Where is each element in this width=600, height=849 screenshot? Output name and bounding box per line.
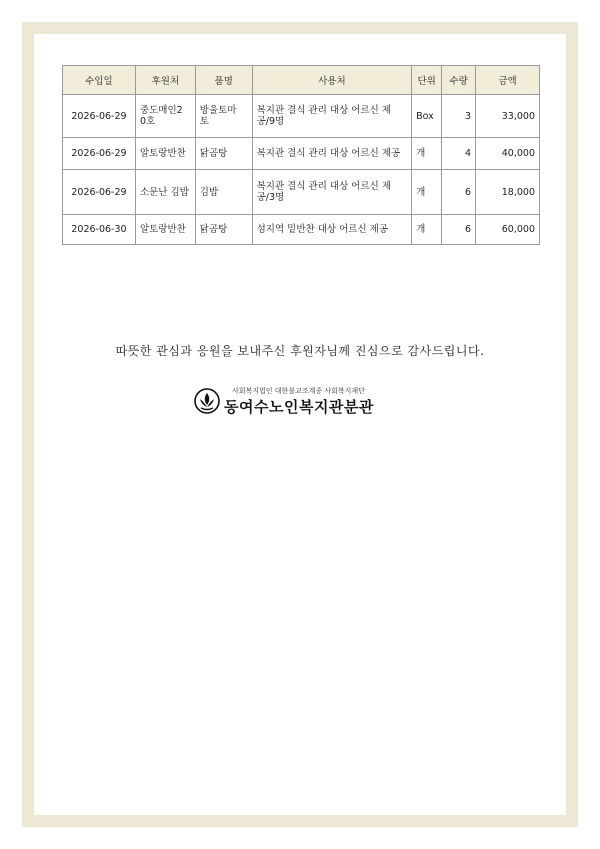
cell-donor: 알토랑반찬 <box>135 215 195 245</box>
cell-qty: 4 <box>442 138 476 170</box>
cell-donor: 소문난 김밥 <box>135 170 195 215</box>
cell-date: 2026-06-29 <box>63 138 136 170</box>
thanks-message: 따뜻한 관심과 응원을 보내주신 후원자님께 진심으로 감사드립니다. <box>115 344 485 358</box>
cell-amount: 40,000 <box>476 138 540 170</box>
cell-donor: 알토랑반찬 <box>135 138 195 170</box>
cell-unit: Box <box>412 95 442 138</box>
organization-logo <box>194 386 414 416</box>
cell-qty: 3 <box>442 95 476 138</box>
cell-amount: 60,000 <box>476 215 540 245</box>
cell-date: 2026-06-29 <box>63 95 136 138</box>
cell-item: 닭곰탕 <box>195 138 252 170</box>
cell-qty: 6 <box>442 170 476 215</box>
cell-item: 방울토마 토 <box>195 95 252 138</box>
donation-table <box>62 65 540 245</box>
header-use: 사용처 <box>252 66 412 95</box>
logo-name: 동여수노인복지관분관 <box>224 398 374 416</box>
cell-amount: 33,000 <box>476 95 540 138</box>
cell-item: 닭곰탕 <box>195 215 252 245</box>
cell-date: 2026-06-29 <box>63 170 136 215</box>
logo-subtitle: 사회복지법인 대한불교조계종 사회복지재단 <box>232 387 365 395</box>
cell-item: 김밥 <box>195 170 252 215</box>
table-row <box>63 138 540 170</box>
table-row <box>63 170 540 215</box>
cell-unit: 개 <box>412 215 442 245</box>
lotus-emblem-icon <box>194 388 220 414</box>
table-row <box>63 95 540 138</box>
cell-amount: 18,000 <box>476 170 540 215</box>
header-item: 품명 <box>195 66 252 95</box>
cell-unit: 개 <box>412 138 442 170</box>
header-amount: 금액 <box>476 66 540 95</box>
cell-use: 복지관 결식 관리 대상 어르신 제공/3명 <box>252 170 412 215</box>
header-date: 수입일 <box>63 66 136 95</box>
cell-qty: 6 <box>442 215 476 245</box>
header-donor: 후원처 <box>135 66 195 95</box>
header-unit: 단위 <box>412 66 442 95</box>
cell-donor: 중도매인2 0호 <box>135 95 195 138</box>
cell-use: 섬지역 밑반찬 대상 어르신 제공 <box>252 215 412 245</box>
cell-unit: 개 <box>412 170 442 215</box>
table-header-row <box>63 66 540 95</box>
cell-date: 2026-06-30 <box>63 215 136 245</box>
table-row <box>63 215 540 245</box>
cell-use: 복지관 결식 관리 대상 어르신 제공 <box>252 138 412 170</box>
header-qty: 수량 <box>442 66 476 95</box>
cell-use: 복지관 결식 관리 대상 어르신 제공/9명 <box>252 95 412 138</box>
